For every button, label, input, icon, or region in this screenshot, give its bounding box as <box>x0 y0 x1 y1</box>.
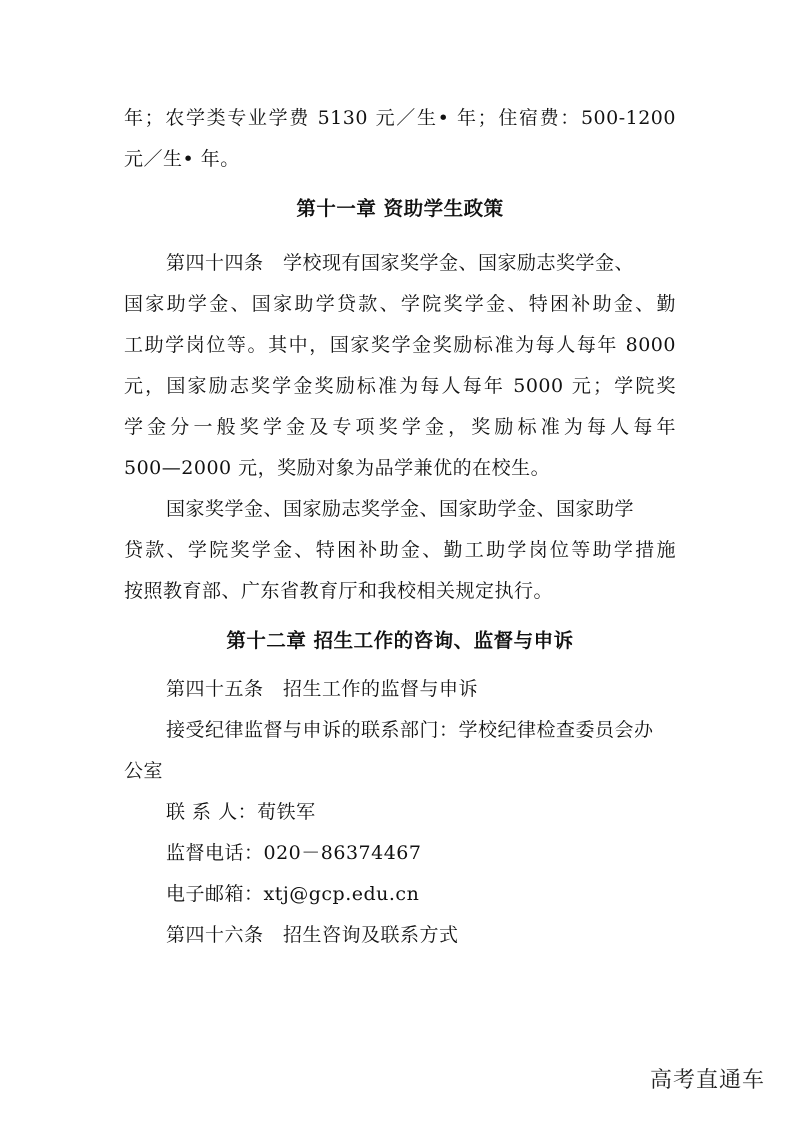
contact-person: 联 系 人：荀铁军 <box>166 801 316 823</box>
fee-line-1: 年；农学类专业学费 5130 元／生• 年；住宿费：500-1200 <box>124 107 676 129</box>
article-44-line-6: 500—2000 元，奖励对象为品学兼优的在校生。 <box>124 457 551 479</box>
contact-email: 电子邮箱：xtj@gcp.edu.cn <box>166 883 420 905</box>
article-44-line-3: 工助学岗位等。其中，国家奖学金奖励标准为每人每年 8000 <box>124 334 676 356</box>
article-44-line-4: 元，国家励志奖学金奖励标准为每人每年 5000 元；学院奖 <box>124 375 676 397</box>
article-44-line-1: 第四十四条 学校现有国家奖学金、国家励志奖学金、 <box>166 252 635 274</box>
aid-paragraph-line-3: 按照教育部、广东省教育厅和我校相关规定执行。 <box>124 580 554 602</box>
department-line-2: 公室 <box>124 760 164 782</box>
article-45-heading: 第四十五条 招生工作的监督与申诉 <box>166 678 479 700</box>
fee-line-2: 元／生• 年。 <box>124 148 240 170</box>
aid-paragraph-line-2: 贷款、学院奖学金、特困补助金、勤工助学岗位等助学措施 <box>124 539 676 561</box>
chapter-12-title: 第十二章 招生工作的咨询、监督与申诉 <box>226 629 574 652</box>
article-46-heading: 第四十六条 招生咨询及联系方式 <box>166 924 459 946</box>
aid-paragraph-line-1: 国家奖学金、国家励志奖学金、国家助学金、国家助学 <box>166 498 635 520</box>
document-page <box>124 98 676 956</box>
article-44-line-5: 学金分一般奖学金及专项奖学金，奖励标准为每人每年 <box>124 416 676 438</box>
department-line-1: 接受纪律监督与申诉的联系部门：学校纪律检查委员会办 <box>166 719 654 741</box>
watermark-logo: 高考直通车 <box>649 1068 765 1093</box>
article-44-line-2: 国家助学金、国家助学贷款、学院奖学金、特困补助金、勤 <box>124 293 676 315</box>
chapter-11-title: 第十一章 资助学生政策 <box>296 197 504 220</box>
supervision-phone: 监督电话：020－86374467 <box>166 842 422 864</box>
